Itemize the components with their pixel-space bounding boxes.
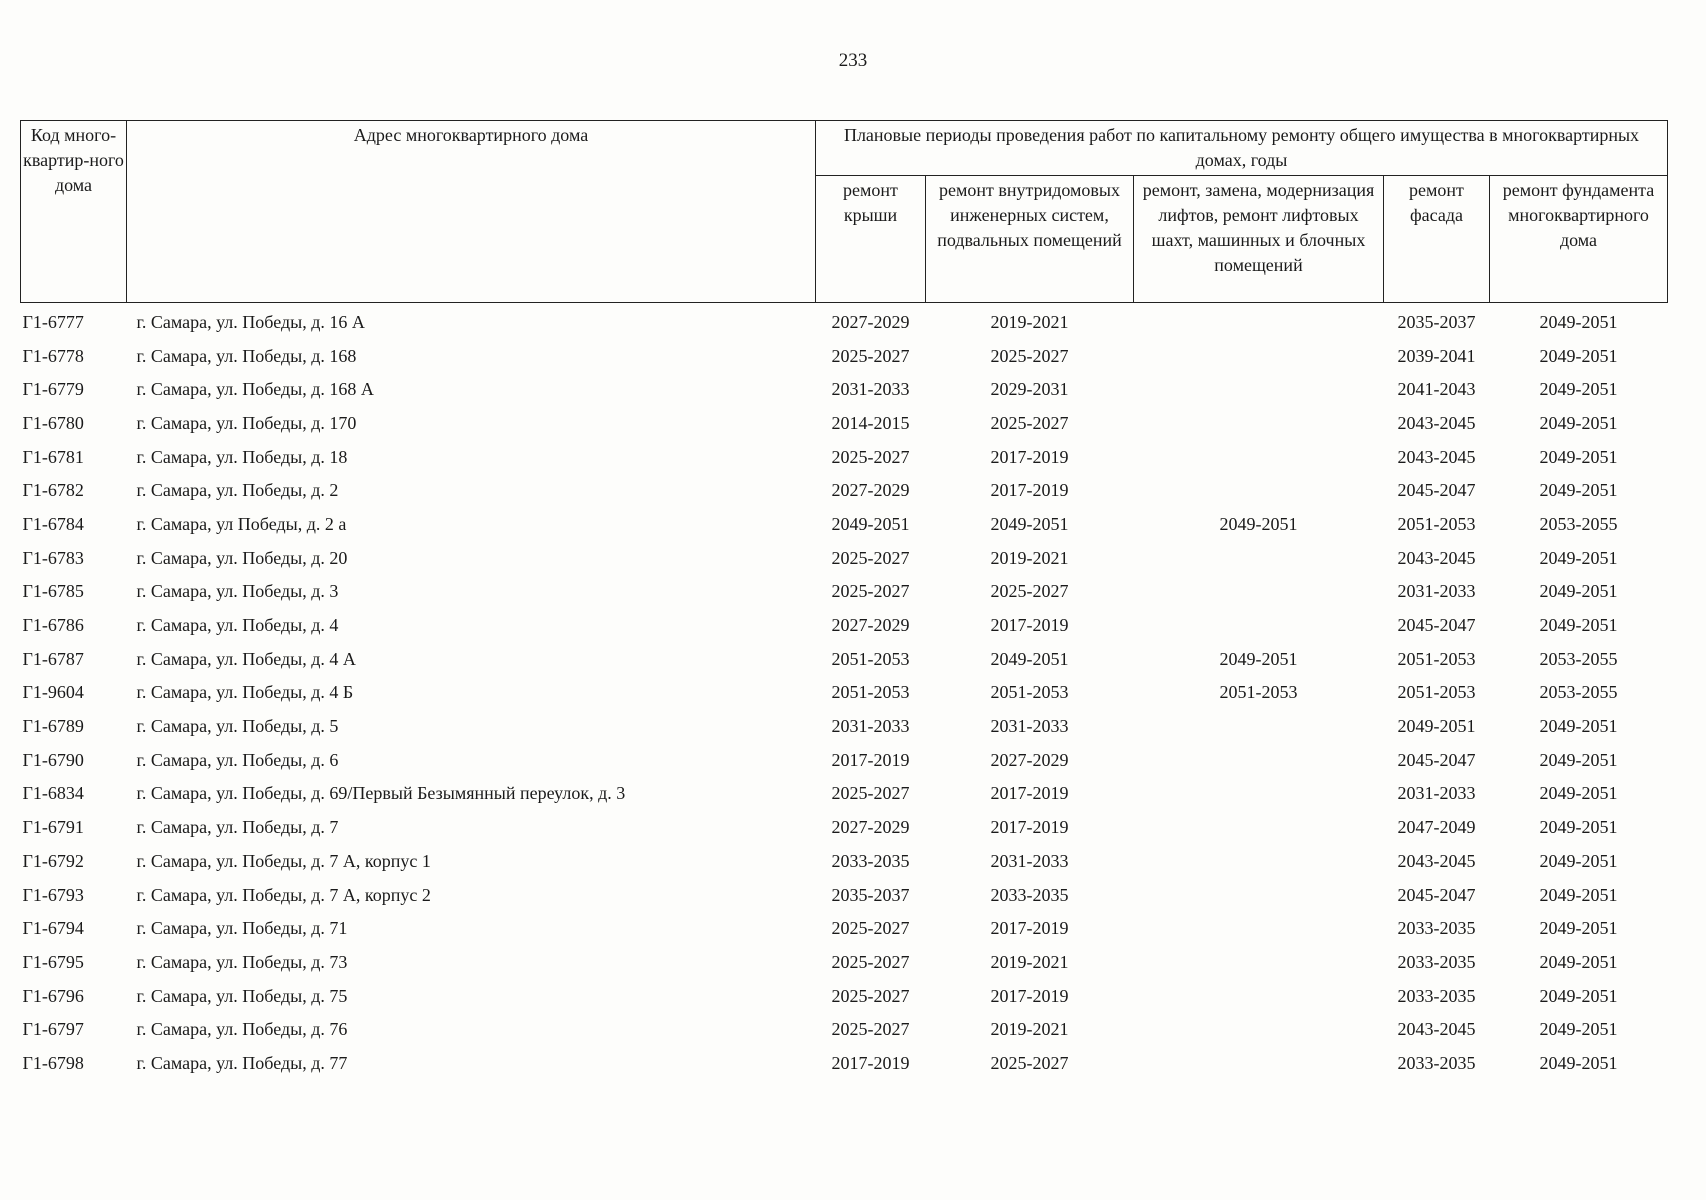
cell-engineering: 2031-2033 <box>990 850 1069 871</box>
cell-foundation: 2053-2055 <box>1539 648 1618 669</box>
cell-address: г. Самара, ул. Победы, д. 16 А <box>136 311 365 332</box>
cell-code: Г1-6780 <box>22 412 84 433</box>
cell-elevators <box>1134 709 1384 743</box>
cell-roof: 2031-2033 <box>831 379 910 400</box>
cell-address: г. Самара, ул. Победы, д. 4 <box>136 615 339 636</box>
cell-foundation: 2049-2051 <box>1539 749 1618 770</box>
cell-foundation: 2049-2051 <box>1539 1019 1618 1040</box>
table-row <box>21 406 1668 440</box>
table-row <box>21 642 1668 676</box>
cell-address: г. Самара, ул. Победы, д. 7 <box>136 817 339 838</box>
cell-facade: 2041-2043 <box>1397 379 1476 400</box>
table-header <box>21 121 1668 303</box>
cell-code: Г1-6792 <box>22 850 84 871</box>
cell-roof: 2051-2053 <box>831 682 910 703</box>
cell-facade: 2033-2035 <box>1397 918 1476 939</box>
cell-foundation: 2049-2051 <box>1539 615 1618 636</box>
cell-code: Г1-6787 <box>22 648 84 669</box>
cell-elevators <box>1134 303 1384 339</box>
cell-engineering: 2017-2019 <box>990 480 1069 501</box>
cell-code: Г1-6834 <box>22 783 84 804</box>
cell-facade: 2033-2035 <box>1397 951 1476 972</box>
cell-engineering: 2027-2029 <box>990 749 1069 770</box>
cell-facade: 2031-2033 <box>1397 581 1476 602</box>
table-row <box>21 440 1668 474</box>
cell-engineering: 2019-2021 <box>990 1019 1069 1040</box>
cell-address: г. Самара, ул. Победы, д. 75 <box>136 985 348 1006</box>
cell-foundation: 2049-2051 <box>1539 951 1618 972</box>
cell-roof: 2031-2033 <box>831 716 910 737</box>
cell-roof: 2027-2029 <box>831 311 910 332</box>
cell-facade: 2047-2049 <box>1397 817 1476 838</box>
cell-code: Г1-6784 <box>22 513 84 534</box>
cell-engineering: 2017-2019 <box>990 446 1069 467</box>
cell-code: Г1-6798 <box>22 1052 84 1073</box>
cell-engineering: 2017-2019 <box>990 783 1069 804</box>
cell-roof: 2017-2019 <box>831 749 910 770</box>
cell-code: Г1-6790 <box>22 749 84 770</box>
cell-roof: 2025-2027 <box>831 446 910 467</box>
cell-roof: 2025-2027 <box>831 345 910 366</box>
cell-engineering: 2029-2031 <box>990 379 1069 400</box>
table-row <box>21 777 1668 811</box>
table-row <box>21 979 1668 1013</box>
table-row <box>21 303 1668 339</box>
cell-address: г. Самара, ул. Победы, д. 170 <box>136 412 357 433</box>
table-row <box>21 743 1668 777</box>
cell-address: г. Самара, ул. Победы, д. 69/Первый Безымянный переулок, д. 3 <box>136 783 626 804</box>
cell-elevators <box>1134 878 1384 912</box>
cell-code: Г1-6789 <box>22 716 84 737</box>
header-periods: Плановые периоды проведения работ по капитальному ремонту общего имущества в многоквартирных домах, годы <box>816 121 1668 176</box>
table-row <box>21 709 1668 743</box>
cell-code: Г1-6791 <box>22 817 84 838</box>
cell-address: г. Самара, ул. Победы, д. 6 <box>136 749 339 770</box>
header-roof: ремонт крыши <box>816 176 926 303</box>
cell-address: г. Самара, ул. Победы, д. 5 <box>136 716 339 737</box>
header-code: Код много-квартир-ного дома <box>21 121 127 303</box>
cell-address: г. Самара, ул. Победы, д. 7 А, корпус 1 <box>136 850 431 871</box>
cell-code: Г1-6777 <box>22 311 84 332</box>
cell-engineering: 2031-2033 <box>990 716 1069 737</box>
header-address: Адрес многоквартирного дома <box>127 121 816 303</box>
cell-address: г. Самара, ул. Победы, д. 4 А <box>136 648 356 669</box>
cell-code: Г1-6796 <box>22 985 84 1006</box>
cell-facade: 2045-2047 <box>1397 749 1476 770</box>
cell-foundation: 2049-2051 <box>1539 884 1618 905</box>
table-body <box>21 303 1668 1080</box>
cell-code: Г1-6786 <box>22 615 84 636</box>
header-foundation: ремонт фундамента многоквартирного дома <box>1490 176 1668 303</box>
table-row <box>21 1012 1668 1046</box>
cell-code: Г1-6797 <box>22 1019 84 1040</box>
cell-engineering: 2051-2053 <box>990 682 1069 703</box>
cell-elevators <box>1134 575 1384 609</box>
cell-code: Г1-6795 <box>22 951 84 972</box>
cell-facade: 2045-2047 <box>1397 480 1476 501</box>
cell-engineering: 2033-2035 <box>990 884 1069 905</box>
cell-elevators <box>1134 743 1384 777</box>
cell-engineering: 2025-2027 <box>990 1052 1069 1073</box>
table-row <box>21 810 1668 844</box>
table-row <box>21 911 1668 945</box>
cell-address: г. Самара, ул. Победы, д. 168 <box>136 345 357 366</box>
cell-roof: 2027-2029 <box>831 817 910 838</box>
cell-elevators <box>1134 339 1384 373</box>
cell-roof: 2027-2029 <box>831 480 910 501</box>
cell-elevators <box>1134 911 1384 945</box>
cell-facade: 2039-2041 <box>1397 345 1476 366</box>
repair-schedule-table-container <box>20 120 1668 1080</box>
cell-roof: 2014-2015 <box>831 412 910 433</box>
cell-engineering: 2025-2027 <box>990 581 1069 602</box>
cell-foundation: 2049-2051 <box>1539 918 1618 939</box>
cell-engineering: 2017-2019 <box>990 985 1069 1006</box>
cell-facade: 2043-2045 <box>1397 850 1476 871</box>
cell-facade: 2043-2045 <box>1397 412 1476 433</box>
cell-facade: 2043-2045 <box>1397 446 1476 467</box>
cell-engineering: 2017-2019 <box>990 918 1069 939</box>
cell-roof: 2049-2051 <box>831 513 910 534</box>
cell-foundation: 2053-2055 <box>1539 682 1618 703</box>
cell-roof: 2025-2027 <box>831 547 910 568</box>
cell-foundation: 2053-2055 <box>1539 513 1618 534</box>
cell-address: г. Самара, ул. Победы, д. 3 <box>136 581 339 602</box>
cell-address: г. Самара, ул. Победы, д. 18 <box>136 446 348 467</box>
cell-foundation: 2049-2051 <box>1539 446 1618 467</box>
cell-roof: 2033-2035 <box>831 850 910 871</box>
table-row <box>21 575 1668 609</box>
cell-facade: 2033-2035 <box>1397 1052 1476 1073</box>
cell-foundation: 2049-2051 <box>1539 480 1618 501</box>
cell-engineering: 2017-2019 <box>990 817 1069 838</box>
cell-elevators: 2049-2051 <box>1219 648 1298 669</box>
table-row <box>21 339 1668 373</box>
cell-roof: 2051-2053 <box>831 648 910 669</box>
cell-facade: 2043-2045 <box>1397 547 1476 568</box>
cell-roof: 2025-2027 <box>831 1019 910 1040</box>
cell-facade: 2031-2033 <box>1397 783 1476 804</box>
cell-foundation: 2049-2051 <box>1539 547 1618 568</box>
cell-foundation: 2049-2051 <box>1539 345 1618 366</box>
cell-code: Г1-6778 <box>22 345 84 366</box>
cell-elevators <box>1134 406 1384 440</box>
cell-elevators <box>1134 810 1384 844</box>
cell-address: г. Самара, ул. Победы, д. 71 <box>136 918 348 939</box>
cell-elevators <box>1134 844 1384 878</box>
repair-schedule-table <box>20 120 1668 1080</box>
cell-foundation: 2049-2051 <box>1539 817 1618 838</box>
cell-foundation: 2049-2051 <box>1539 783 1618 804</box>
cell-elevators <box>1134 473 1384 507</box>
cell-facade: 2051-2053 <box>1397 648 1476 669</box>
cell-code: Г1-6793 <box>22 884 84 905</box>
cell-foundation: 2049-2051 <box>1539 850 1618 871</box>
cell-elevators: 2049-2051 <box>1219 513 1298 534</box>
cell-code: Г1-6785 <box>22 581 84 602</box>
cell-engineering: 2019-2021 <box>990 951 1069 972</box>
header-facade: ремонт фасада <box>1384 176 1490 303</box>
table-row <box>21 676 1668 710</box>
cell-code: Г1-6779 <box>22 379 84 400</box>
cell-elevators: 2051-2053 <box>1219 682 1298 703</box>
table-row <box>21 844 1668 878</box>
cell-address: г. Самара, ул. Победы, д. 20 <box>136 547 348 568</box>
cell-code: Г1-9604 <box>22 682 84 703</box>
cell-facade: 2045-2047 <box>1397 884 1476 905</box>
table-row <box>21 608 1668 642</box>
cell-roof: 2025-2027 <box>831 581 910 602</box>
cell-engineering: 2017-2019 <box>990 615 1069 636</box>
cell-foundation: 2049-2051 <box>1539 412 1618 433</box>
cell-elevators <box>1134 440 1384 474</box>
cell-facade: 2035-2037 <box>1397 311 1476 332</box>
cell-address: г. Самара, ул. Победы, д. 2 <box>136 480 339 501</box>
table-row <box>21 878 1668 912</box>
cell-roof: 2025-2027 <box>831 951 910 972</box>
cell-engineering: 2025-2027 <box>990 412 1069 433</box>
cell-elevators <box>1134 945 1384 979</box>
cell-roof: 2025-2027 <box>831 918 910 939</box>
cell-roof: 2017-2019 <box>831 1052 910 1073</box>
cell-elevators <box>1134 541 1384 575</box>
cell-elevators <box>1134 1046 1384 1080</box>
cell-code: Г1-6782 <box>22 480 84 501</box>
table-row <box>21 507 1668 541</box>
page-number: 233 <box>838 50 868 71</box>
cell-facade: 2051-2053 <box>1397 513 1476 534</box>
cell-address: г. Самара, ул. Победы, д. 168 А <box>136 379 374 400</box>
cell-roof: 2025-2027 <box>831 985 910 1006</box>
table-row <box>21 1046 1668 1080</box>
cell-engineering: 2019-2021 <box>990 311 1069 332</box>
cell-address: г. Самара, ул. Победы, д. 76 <box>136 1019 348 1040</box>
cell-engineering: 2049-2051 <box>990 648 1069 669</box>
cell-code: Г1-6794 <box>22 918 84 939</box>
table-row <box>21 372 1668 406</box>
cell-address: г. Самара, ул. Победы, д. 4 Б <box>136 682 354 703</box>
cell-foundation: 2049-2051 <box>1539 985 1618 1006</box>
cell-elevators <box>1134 608 1384 642</box>
cell-roof: 2025-2027 <box>831 783 910 804</box>
cell-foundation: 2049-2051 <box>1539 716 1618 737</box>
cell-elevators <box>1134 1012 1384 1046</box>
cell-facade: 2033-2035 <box>1397 985 1476 1006</box>
cell-roof: 2035-2037 <box>831 884 910 905</box>
cell-facade: 2051-2053 <box>1397 682 1476 703</box>
cell-foundation: 2049-2051 <box>1539 1052 1618 1073</box>
cell-engineering: 2049-2051 <box>990 513 1069 534</box>
header-engineering: ремонт внутридомовых инженерных систем, подвальных помещений <box>926 176 1134 303</box>
cell-foundation: 2049-2051 <box>1539 311 1618 332</box>
cell-address: г. Самара, ул Победы, д. 2 а <box>136 513 347 534</box>
header-elevators: ремонт, замена, модернизация лифтов, ремонт лифтовых шахт, машинных и блочных помещений <box>1134 176 1384 303</box>
cell-foundation: 2049-2051 <box>1539 379 1618 400</box>
cell-code: Г1-6783 <box>22 547 84 568</box>
cell-engineering: 2025-2027 <box>990 345 1069 366</box>
cell-address: г. Самара, ул. Победы, д. 73 <box>136 951 348 972</box>
cell-elevators <box>1134 777 1384 811</box>
cell-facade: 2045-2047 <box>1397 615 1476 636</box>
cell-facade: 2049-2051 <box>1397 716 1476 737</box>
cell-facade: 2043-2045 <box>1397 1019 1476 1040</box>
cell-roof: 2027-2029 <box>831 615 910 636</box>
cell-engineering: 2019-2021 <box>990 547 1069 568</box>
table-row <box>21 473 1668 507</box>
cell-address: г. Самара, ул. Победы, д. 77 <box>136 1052 348 1073</box>
table-row <box>21 945 1668 979</box>
cell-elevators <box>1134 979 1384 1013</box>
table-row <box>21 541 1668 575</box>
cell-code: Г1-6781 <box>22 446 84 467</box>
cell-foundation: 2049-2051 <box>1539 581 1618 602</box>
cell-elevators <box>1134 372 1384 406</box>
cell-address: г. Самара, ул. Победы, д. 7 А, корпус 2 <box>136 884 431 905</box>
